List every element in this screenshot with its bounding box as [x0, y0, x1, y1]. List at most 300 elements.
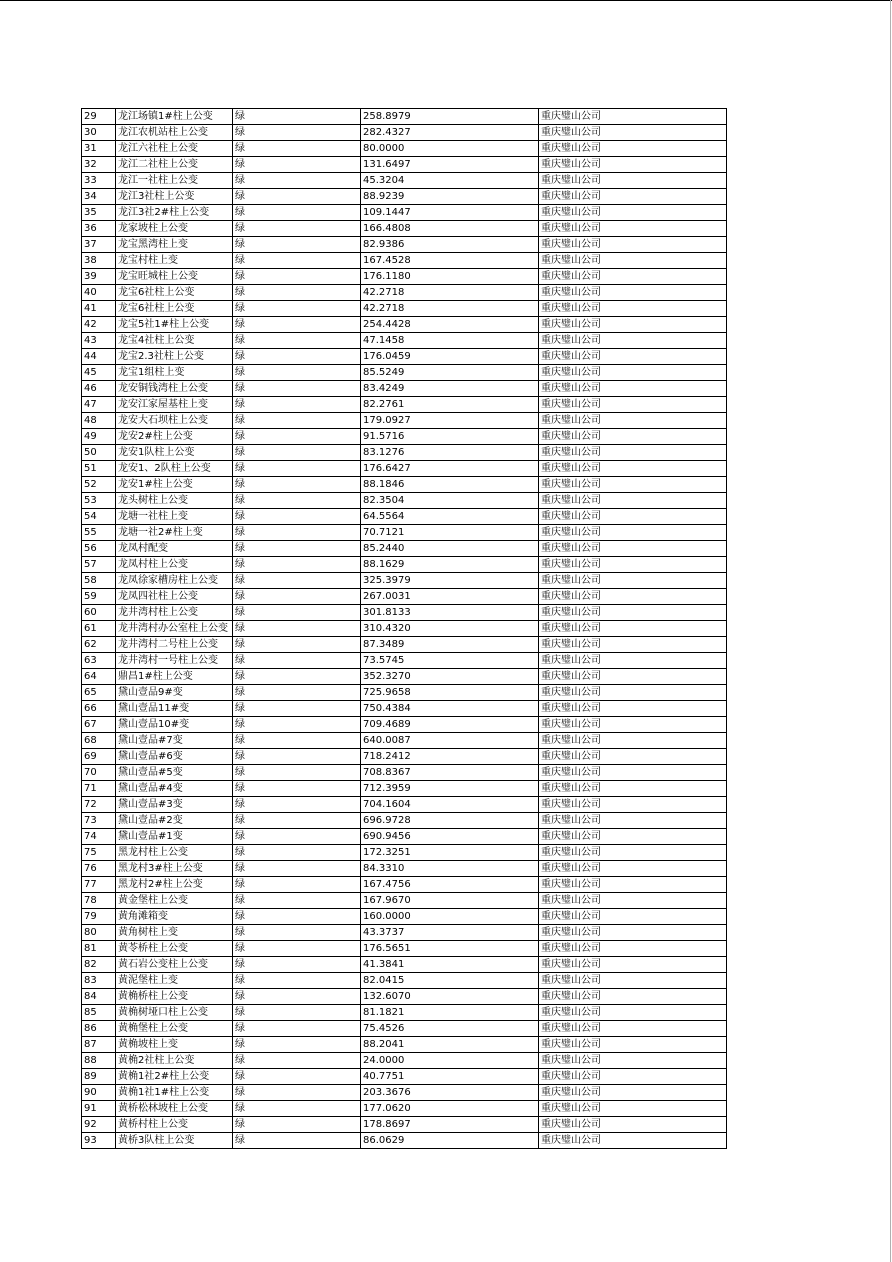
company-cell: 重庆璧山公司: [539, 973, 727, 989]
transformer-name-cell: 龙宝1组柱上变: [116, 365, 233, 381]
status-color-cell: 绿: [233, 493, 361, 509]
table-row: [82, 589, 727, 605]
transformer-name-cell: 黄石岩公变柱上公变: [116, 957, 233, 973]
status-color-cell: 绿: [233, 909, 361, 925]
transformer-name-cell: 黑龙村柱上公变: [116, 845, 233, 861]
status-color-cell: 绿: [233, 461, 361, 477]
company-cell: 重庆璧山公司: [539, 669, 727, 685]
company-cell: 重庆璧山公司: [539, 909, 727, 925]
value-cell: 709.4689: [361, 717, 539, 733]
value-cell: 82.0415: [361, 973, 539, 989]
row-index-cell: 53: [82, 493, 116, 509]
status-color-cell: 绿: [233, 621, 361, 637]
row-index-cell: 72: [82, 797, 116, 813]
row-index-cell: 56: [82, 541, 116, 557]
row-index-cell: 59: [82, 589, 116, 605]
company-cell: 重庆璧山公司: [539, 445, 727, 461]
table-row: [82, 813, 727, 829]
table-row: [82, 365, 727, 381]
transformer-name-cell: 黄桷树垭口柱上公变: [116, 1005, 233, 1021]
value-cell: 83.4249: [361, 381, 539, 397]
row-index-cell: 52: [82, 477, 116, 493]
value-cell: 267.0031: [361, 589, 539, 605]
table-row: [82, 269, 727, 285]
transformer-name-cell: 龙江农机站柱上公变: [116, 125, 233, 141]
company-cell: 重庆璧山公司: [539, 541, 727, 557]
company-cell: 重庆璧山公司: [539, 637, 727, 653]
table-row: [82, 509, 727, 525]
value-cell: 167.9670: [361, 893, 539, 909]
row-index-cell: 78: [82, 893, 116, 909]
table-row: [82, 1117, 727, 1133]
table-row: [82, 557, 727, 573]
company-cell: 重庆璧山公司: [539, 701, 727, 717]
value-cell: 70.7121: [361, 525, 539, 541]
value-cell: 82.2761: [361, 397, 539, 413]
status-color-cell: 绿: [233, 301, 361, 317]
table-row: [82, 669, 727, 685]
row-index-cell: 76: [82, 861, 116, 877]
status-color-cell: 绿: [233, 749, 361, 765]
company-cell: 重庆璧山公司: [539, 717, 727, 733]
status-color-cell: 绿: [233, 429, 361, 445]
value-cell: 178.8697: [361, 1117, 539, 1133]
company-cell: 重庆璧山公司: [539, 925, 727, 941]
status-color-cell: 绿: [233, 733, 361, 749]
value-cell: 254.4428: [361, 317, 539, 333]
table-row: [82, 429, 727, 445]
row-index-cell: 38: [82, 253, 116, 269]
transformer-name-cell: 龙安大石坝柱上公变: [116, 413, 233, 429]
table-row: [82, 1053, 727, 1069]
row-index-cell: 30: [82, 125, 116, 141]
table-row: [82, 301, 727, 317]
value-cell: 712.3959: [361, 781, 539, 797]
transformer-name-cell: 黄桥村柱上公变: [116, 1117, 233, 1133]
value-cell: 88.1629: [361, 557, 539, 573]
row-index-cell: 64: [82, 669, 116, 685]
value-cell: 750.4384: [361, 701, 539, 717]
transformer-name-cell: 黛山壹品9#变: [116, 685, 233, 701]
value-cell: 64.5564: [361, 509, 539, 525]
status-color-cell: 绿: [233, 685, 361, 701]
table-row: [82, 861, 727, 877]
transformer-name-cell: 鼎昌1#柱上公变: [116, 669, 233, 685]
table-row: [82, 957, 727, 973]
status-color-cell: 绿: [233, 573, 361, 589]
company-cell: 重庆璧山公司: [539, 413, 727, 429]
status-color-cell: 绿: [233, 781, 361, 797]
status-color-cell: 绿: [233, 701, 361, 717]
status-color-cell: 绿: [233, 893, 361, 909]
table-row: [82, 173, 727, 189]
transformer-name-cell: 黛山壹品11#变: [116, 701, 233, 717]
row-index-cell: 87: [82, 1037, 116, 1053]
transformer-name-cell: 龙宝6社柱上公变: [116, 301, 233, 317]
transformer-name-cell: 黄泥堡柱上变: [116, 973, 233, 989]
row-index-cell: 83: [82, 973, 116, 989]
company-cell: 重庆璧山公司: [539, 381, 727, 397]
table-row: [82, 525, 727, 541]
company-cell: 重庆璧山公司: [539, 765, 727, 781]
company-cell: 重庆璧山公司: [539, 989, 727, 1005]
transformer-name-cell: 黑龙村3#柱上公变: [116, 861, 233, 877]
value-cell: 109.1447: [361, 205, 539, 221]
status-color-cell: 绿: [233, 845, 361, 861]
transformer-name-cell: 黄桥松林坡柱上公变: [116, 1101, 233, 1117]
value-cell: 42.2718: [361, 301, 539, 317]
transformer-name-cell: 黄桷1社1#柱上公变: [116, 1085, 233, 1101]
status-color-cell: 绿: [233, 381, 361, 397]
status-color-cell: 绿: [233, 1053, 361, 1069]
row-index-cell: 55: [82, 525, 116, 541]
table-row: [82, 189, 727, 205]
row-index-cell: 50: [82, 445, 116, 461]
value-cell: 85.2440: [361, 541, 539, 557]
status-color-cell: 绿: [233, 1101, 361, 1117]
transformer-name-cell: 龙宝村柱上变: [116, 253, 233, 269]
value-cell: 131.6497: [361, 157, 539, 173]
transformer-name-cell: 龙宝旺城柱上公变: [116, 269, 233, 285]
value-cell: 176.5651: [361, 941, 539, 957]
company-cell: 重庆璧山公司: [539, 285, 727, 301]
transformer-name-cell: 黛山壹品#7变: [116, 733, 233, 749]
company-cell: 重庆璧山公司: [539, 461, 727, 477]
status-color-cell: 绿: [233, 333, 361, 349]
company-cell: 重庆璧山公司: [539, 1085, 727, 1101]
status-color-cell: 绿: [233, 317, 361, 333]
transformer-name-cell: 龙宝2.3社柱上公变: [116, 349, 233, 365]
row-index-cell: 32: [82, 157, 116, 173]
company-cell: 重庆璧山公司: [539, 941, 727, 957]
table-row: [82, 461, 727, 477]
company-cell: 重庆璧山公司: [539, 1037, 727, 1053]
row-index-cell: 37: [82, 237, 116, 253]
status-color-cell: 绿: [233, 1085, 361, 1101]
table-row: [82, 637, 727, 653]
company-cell: 重庆璧山公司: [539, 861, 727, 877]
transformer-name-cell: 黄桷2社柱上公变: [116, 1053, 233, 1069]
status-color-cell: 绿: [233, 125, 361, 141]
table-row: [82, 1005, 727, 1021]
table-row: [82, 541, 727, 557]
company-cell: 重庆璧山公司: [539, 781, 727, 797]
status-color-cell: 绿: [233, 989, 361, 1005]
company-cell: 重庆璧山公司: [539, 317, 727, 333]
table-row: [82, 1037, 727, 1053]
value-cell: 86.0629: [361, 1133, 539, 1149]
table-row: [82, 157, 727, 173]
company-cell: 重庆璧山公司: [539, 1005, 727, 1021]
status-color-cell: 绿: [233, 589, 361, 605]
transformer-name-cell: 龙宝黑湾柱上变: [116, 237, 233, 253]
company-cell: 重庆璧山公司: [539, 893, 727, 909]
transformer-name-cell: 黛山壹品#2变: [116, 813, 233, 829]
status-color-cell: 绿: [233, 861, 361, 877]
table-row: [82, 749, 727, 765]
row-index-cell: 43: [82, 333, 116, 349]
status-color-cell: 绿: [233, 157, 361, 173]
transformer-name-cell: 黛山壹品#3变: [116, 797, 233, 813]
company-cell: 重庆璧山公司: [539, 685, 727, 701]
table-row: [82, 605, 727, 621]
table-row: [82, 477, 727, 493]
value-cell: 718.2412: [361, 749, 539, 765]
transformer-name-cell: 黄桷坡柱上变: [116, 1037, 233, 1053]
value-cell: 82.3504: [361, 493, 539, 509]
value-cell: 42.2718: [361, 285, 539, 301]
table-row: [82, 445, 727, 461]
company-cell: 重庆璧山公司: [539, 349, 727, 365]
company-cell: 重庆璧山公司: [539, 333, 727, 349]
status-color-cell: 绿: [233, 797, 361, 813]
company-cell: 重庆璧山公司: [539, 109, 727, 125]
value-cell: 88.1846: [361, 477, 539, 493]
value-cell: 73.5745: [361, 653, 539, 669]
transformer-name-cell: 黛山壹品#1变: [116, 829, 233, 845]
row-index-cell: 54: [82, 509, 116, 525]
transformer-name-cell: 龙安2#柱上公变: [116, 429, 233, 445]
company-cell: 重庆璧山公司: [539, 573, 727, 589]
company-cell: 重庆璧山公司: [539, 1053, 727, 1069]
status-color-cell: 绿: [233, 1021, 361, 1037]
value-cell: 704.1604: [361, 797, 539, 813]
table-row: [82, 941, 727, 957]
row-index-cell: 36: [82, 221, 116, 237]
table-row: [82, 1101, 727, 1117]
company-cell: 重庆璧山公司: [539, 749, 727, 765]
company-cell: 重庆璧山公司: [539, 157, 727, 173]
table-row: [82, 573, 727, 589]
value-cell: 176.1180: [361, 269, 539, 285]
table-row: [82, 285, 727, 301]
table-row: [82, 781, 727, 797]
transformer-name-cell: 龙安1#柱上公变: [116, 477, 233, 493]
table-row: [82, 989, 727, 1005]
status-color-cell: 绿: [233, 557, 361, 573]
value-cell: 81.1821: [361, 1005, 539, 1021]
value-cell: 282.4327: [361, 125, 539, 141]
table-row: [82, 125, 727, 141]
company-cell: 重庆璧山公司: [539, 173, 727, 189]
table-row: [82, 397, 727, 413]
transformer-table: [81, 108, 727, 1149]
company-cell: 重庆璧山公司: [539, 1101, 727, 1117]
company-cell: 重庆璧山公司: [539, 1117, 727, 1133]
row-index-cell: 88: [82, 1053, 116, 1069]
status-color-cell: 绿: [233, 365, 361, 381]
table-row: [82, 221, 727, 237]
transformer-name-cell: 龙江3社2#柱上公变: [116, 205, 233, 221]
company-cell: 重庆璧山公司: [539, 237, 727, 253]
row-index-cell: 63: [82, 653, 116, 669]
value-cell: 41.3841: [361, 957, 539, 973]
transformer-name-cell: 黛山壹品#5变: [116, 765, 233, 781]
row-index-cell: 82: [82, 957, 116, 973]
company-cell: 重庆璧山公司: [539, 653, 727, 669]
company-cell: 重庆璧山公司: [539, 621, 727, 637]
company-cell: 重庆璧山公司: [539, 269, 727, 285]
row-index-cell: 49: [82, 429, 116, 445]
row-index-cell: 89: [82, 1069, 116, 1085]
company-cell: 重庆璧山公司: [539, 813, 727, 829]
row-index-cell: 61: [82, 621, 116, 637]
value-cell: 690.9456: [361, 829, 539, 845]
value-cell: 82.9386: [361, 237, 539, 253]
status-color-cell: 绿: [233, 109, 361, 125]
company-cell: 重庆璧山公司: [539, 589, 727, 605]
status-color-cell: 绿: [233, 1005, 361, 1021]
value-cell: 167.4528: [361, 253, 539, 269]
status-color-cell: 绿: [233, 925, 361, 941]
transformer-name-cell: 龙安铜钱湾柱上公变: [116, 381, 233, 397]
row-index-cell: 86: [82, 1021, 116, 1037]
company-cell: 重庆璧山公司: [539, 477, 727, 493]
row-index-cell: 70: [82, 765, 116, 781]
company-cell: 重庆璧山公司: [539, 125, 727, 141]
company-cell: 重庆璧山公司: [539, 397, 727, 413]
company-cell: 重庆璧山公司: [539, 605, 727, 621]
value-cell: 88.9239: [361, 189, 539, 205]
transformer-name-cell: 龙井湾村一号柱上公变: [116, 653, 233, 669]
transformer-name-cell: 黄桷堡柱上公变: [116, 1021, 233, 1037]
table-row: [82, 621, 727, 637]
table-row: [82, 909, 727, 925]
company-cell: 重庆璧山公司: [539, 205, 727, 221]
status-color-cell: 绿: [233, 717, 361, 733]
table-row: [82, 1085, 727, 1101]
row-index-cell: 46: [82, 381, 116, 397]
table-row: [82, 141, 727, 157]
transformer-name-cell: 龙安江家屋基柱上变: [116, 397, 233, 413]
company-cell: 重庆璧山公司: [539, 733, 727, 749]
value-cell: 725.9658: [361, 685, 539, 701]
value-cell: 88.2041: [361, 1037, 539, 1053]
row-index-cell: 62: [82, 637, 116, 653]
value-cell: 176.6427: [361, 461, 539, 477]
transformer-name-cell: 龙宝4社柱上公变: [116, 333, 233, 349]
company-cell: 重庆璧山公司: [539, 141, 727, 157]
value-cell: 85.5249: [361, 365, 539, 381]
status-color-cell: 绿: [233, 653, 361, 669]
value-cell: 43.3737: [361, 925, 539, 941]
status-color-cell: 绿: [233, 509, 361, 525]
status-color-cell: 绿: [233, 813, 361, 829]
status-color-cell: 绿: [233, 189, 361, 205]
row-index-cell: 51: [82, 461, 116, 477]
transformer-name-cell: 龙安1队柱上公变: [116, 445, 233, 461]
status-color-cell: 绿: [233, 173, 361, 189]
company-cell: 重庆璧山公司: [539, 253, 727, 269]
value-cell: 325.3979: [361, 573, 539, 589]
transformer-name-cell: 龙宝6社柱上公变: [116, 285, 233, 301]
table-row: [82, 845, 727, 861]
company-cell: 重庆璧山公司: [539, 845, 727, 861]
value-cell: 696.9728: [361, 813, 539, 829]
status-color-cell: 绿: [233, 413, 361, 429]
value-cell: 45.3204: [361, 173, 539, 189]
status-color-cell: 绿: [233, 1037, 361, 1053]
value-cell: 47.1458: [361, 333, 539, 349]
row-index-cell: 93: [82, 1133, 116, 1149]
transformer-name-cell: 龙宝5社1#柱上公变: [116, 317, 233, 333]
row-index-cell: 71: [82, 781, 116, 797]
transformer-name-cell: 黛山壹品#6变: [116, 749, 233, 765]
value-cell: 176.0459: [361, 349, 539, 365]
company-cell: 重庆璧山公司: [539, 525, 727, 541]
row-index-cell: 33: [82, 173, 116, 189]
table-row: [82, 973, 727, 989]
company-cell: 重庆璧山公司: [539, 1069, 727, 1085]
table-row: [82, 349, 727, 365]
transformer-name-cell: 龙江3社柱上公变: [116, 189, 233, 205]
value-cell: 75.4526: [361, 1021, 539, 1037]
value-cell: 132.6070: [361, 989, 539, 1005]
transformer-name-cell: 黛山壹品#4变: [116, 781, 233, 797]
status-color-cell: 绿: [233, 1069, 361, 1085]
value-cell: 258.8979: [361, 109, 539, 125]
table-body: [82, 109, 727, 1149]
value-cell: 87.3489: [361, 637, 539, 653]
row-index-cell: 80: [82, 925, 116, 941]
transformer-name-cell: 黛山壹品10#变: [116, 717, 233, 733]
status-color-cell: 绿: [233, 269, 361, 285]
status-color-cell: 绿: [233, 541, 361, 557]
table-row: [82, 413, 727, 429]
value-cell: 172.3251: [361, 845, 539, 861]
value-cell: 179.0927: [361, 413, 539, 429]
table-row: [82, 253, 727, 269]
row-index-cell: 39: [82, 269, 116, 285]
transformer-name-cell: 龙江六社柱上公变: [116, 141, 233, 157]
page-top-border: [0, 0, 892, 1]
company-cell: 重庆璧山公司: [539, 557, 727, 573]
status-color-cell: 绿: [233, 829, 361, 845]
transformer-name-cell: 龙头树柱上公变: [116, 493, 233, 509]
transformer-name-cell: 龙凤徐家槽房柱上公变: [116, 573, 233, 589]
transformer-name-cell: 黄桥3队柱上公变: [116, 1133, 233, 1149]
status-color-cell: 绿: [233, 525, 361, 541]
transformer-name-cell: 龙凤村柱上公变: [116, 557, 233, 573]
row-index-cell: 69: [82, 749, 116, 765]
transformer-name-cell: 黄桷桥柱上公变: [116, 989, 233, 1005]
table-row: [82, 717, 727, 733]
page-right-edge: [890, 0, 891, 1262]
table-row: [82, 877, 727, 893]
row-index-cell: 65: [82, 685, 116, 701]
transformer-name-cell: 龙江二社柱上公变: [116, 157, 233, 173]
row-index-cell: 91: [82, 1101, 116, 1117]
transformer-name-cell: 龙塘一社2#柱上变: [116, 525, 233, 541]
table-row: [82, 333, 727, 349]
table-row: [82, 1069, 727, 1085]
transformer-name-cell: 黄桷1社2#柱上公变: [116, 1069, 233, 1085]
table-row: [82, 205, 727, 221]
company-cell: 重庆璧山公司: [539, 301, 727, 317]
status-color-cell: 绿: [233, 765, 361, 781]
status-color-cell: 绿: [233, 349, 361, 365]
status-color-cell: 绿: [233, 1133, 361, 1149]
row-index-cell: 60: [82, 605, 116, 621]
table-row: [82, 733, 727, 749]
row-index-cell: 75: [82, 845, 116, 861]
row-index-cell: 29: [82, 109, 116, 125]
table-row: [82, 381, 727, 397]
status-color-cell: 绿: [233, 221, 361, 237]
row-index-cell: 58: [82, 573, 116, 589]
status-color-cell: 绿: [233, 605, 361, 621]
row-index-cell: 48: [82, 413, 116, 429]
